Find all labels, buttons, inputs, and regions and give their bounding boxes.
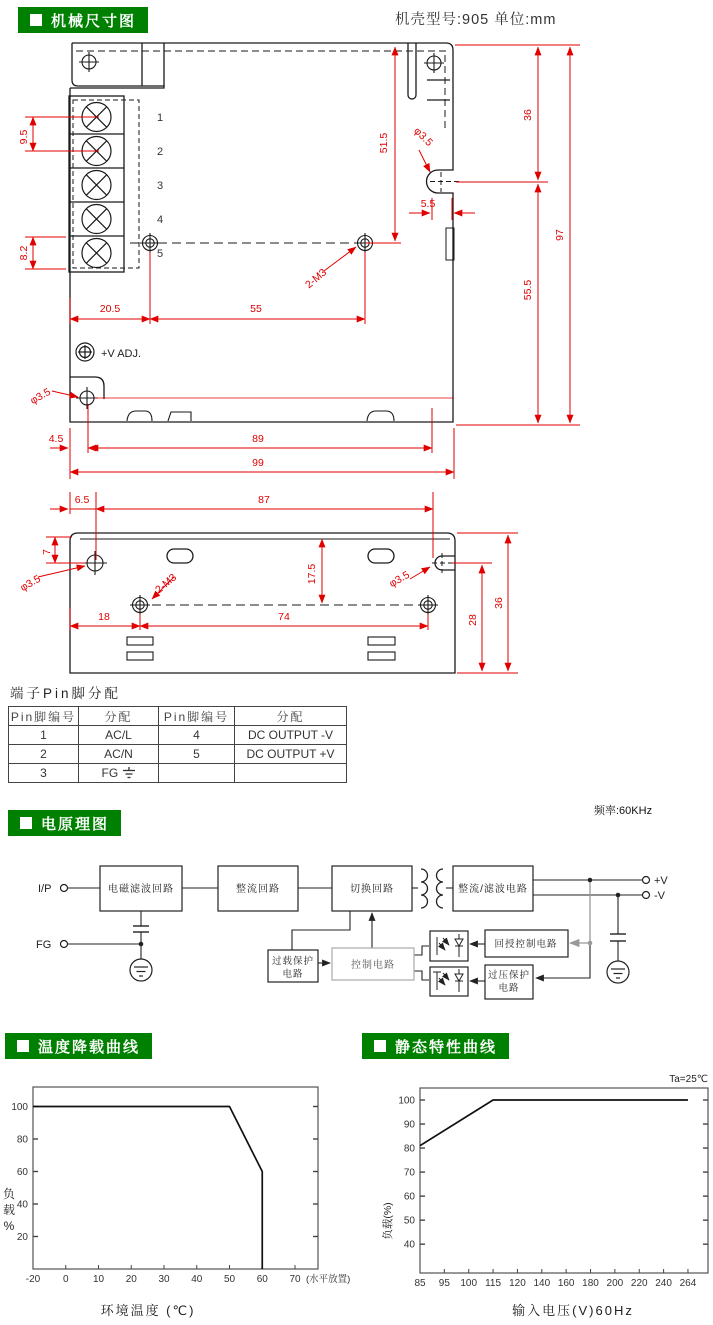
cell: 4 <box>159 726 235 745</box>
y-axis-title: % <box>3 1219 15 1233</box>
x-tick-label: 95 <box>438 1278 450 1289</box>
x-tick-label: 140 <box>533 1278 551 1289</box>
front-view-outline <box>70 43 454 422</box>
earth-ground-icon <box>130 959 152 981</box>
dim-label: 18 <box>98 611 110 623</box>
pin-assignment <box>8 682 347 783</box>
dim-label: 89 <box>252 433 264 445</box>
dim-label: 20.5 <box>99 303 121 315</box>
block-label: 切换回路 <box>350 884 394 895</box>
section-title: 温度降载曲线 <box>38 1038 141 1056</box>
bottom-view-outline <box>70 533 455 673</box>
schematic-gray-wires <box>570 880 590 943</box>
earth-ground-icon <box>607 961 629 983</box>
block-label: 电路 <box>498 983 520 994</box>
dim-label: φ3.5 <box>387 568 412 590</box>
vadj-label: +V ADJ. <box>101 348 142 360</box>
y-tick-label: 90 <box>403 1119 415 1131</box>
optocoupler-icon <box>437 934 463 957</box>
y-tick-label: 70 <box>403 1167 415 1179</box>
block-label: 电磁滤波回路 <box>108 884 174 895</box>
section-title: 电原理图 <box>41 815 110 833</box>
junction-dot <box>588 878 593 883</box>
dim-label: 8.2 <box>18 245 30 261</box>
junction-dot <box>139 942 144 947</box>
pin-number: 4 <box>157 214 164 226</box>
y-tick-label: 50 <box>403 1215 415 1227</box>
pin-number: 5 <box>157 248 164 260</box>
m3-screw-icon <box>130 595 150 615</box>
dim-label: 28 <box>467 614 479 626</box>
dim-label: 97 <box>554 229 566 241</box>
col-header: Pin脚编号 <box>9 707 79 726</box>
table-header-row <box>9 707 347 726</box>
block-label: 回授控制电路 <box>494 939 558 950</box>
y-tick-label: 100 <box>398 1095 415 1107</box>
dim-label: 55.5 <box>522 279 534 301</box>
section-header-derating <box>5 1033 152 1059</box>
cell: 1 <box>9 726 79 745</box>
x-tick-label: 60 <box>256 1274 268 1285</box>
vneg-terminal <box>643 892 650 899</box>
frequency-note: 频率:60KHz <box>594 805 653 817</box>
x-tick-label: 264 <box>679 1278 697 1289</box>
dim-label: 36 <box>493 597 505 609</box>
table-row <box>9 764 347 783</box>
block-label: 控制电路 <box>351 960 395 971</box>
block-label: 过载保护 <box>271 956 315 967</box>
capacitor-icon <box>133 926 149 932</box>
y-tick-label: 100 <box>11 1102 28 1113</box>
y-axis-title: 负 <box>2 1187 16 1201</box>
section-title: 机械尺寸图 <box>51 12 137 30</box>
dim-label: 2-M3 <box>303 266 330 291</box>
y-tick-label: 40 <box>16 1199 28 1211</box>
cell: 5 <box>159 745 235 764</box>
table-row <box>9 726 347 745</box>
cell <box>159 764 235 783</box>
y-tick-label: 60 <box>403 1191 415 1203</box>
bullet-square-icon <box>30 14 42 26</box>
section-header-mechanical <box>18 7 148 33</box>
x-tick-label: 160 <box>557 1278 575 1289</box>
dim-label: 51.5 <box>378 132 390 154</box>
x-tick-label: 85 <box>414 1278 426 1289</box>
chart-annotation: Ta=25℃ <box>669 1074 708 1085</box>
x-tick-label: 115 <box>485 1278 502 1289</box>
dim-label: φ3.5 <box>28 385 53 407</box>
axis-frame <box>420 1088 708 1273</box>
block-label: 整流回路 <box>236 884 280 895</box>
dim-label: 7 <box>41 549 53 555</box>
fg-text: FG <box>101 766 119 780</box>
transformer-icon <box>421 869 443 908</box>
terminal-screw-icons <box>82 103 111 268</box>
x-axis-title: 环境温度 (℃) <box>100 1303 196 1318</box>
section-header-schematic <box>8 810 121 836</box>
pin-table-title: 端子Pin脚分配 <box>10 686 122 701</box>
dim-label: 36 <box>522 109 534 121</box>
dim-label: 87 <box>258 494 270 506</box>
y-tick-label: 20 <box>16 1232 28 1243</box>
dim-label: 5.5 <box>420 198 436 210</box>
pin-number: 3 <box>157 180 164 192</box>
optocoupler-icon <box>433 969 463 992</box>
derating-chart <box>0 1060 360 1325</box>
block-label: 整流/滤波电路 <box>458 884 528 895</box>
pin-number: 2 <box>157 146 164 158</box>
earth-ground-icon <box>122 767 136 779</box>
capacitor-icon <box>610 934 626 941</box>
dim-label: 4.5 <box>48 433 64 445</box>
bullet-square-icon <box>374 1040 386 1052</box>
junction-dot <box>616 893 621 898</box>
x-tick-label: -20 <box>25 1274 41 1285</box>
cell <box>79 764 159 783</box>
y-tick-label: 80 <box>403 1143 415 1155</box>
x-tick-label: 40 <box>191 1274 203 1285</box>
dim-label: 99 <box>252 457 264 469</box>
block-label: 电路 <box>282 969 304 980</box>
pin-number: 1 <box>157 112 164 124</box>
y-axis-title: 负载(%) <box>382 1202 394 1240</box>
screw-icon <box>79 52 99 72</box>
cell <box>235 764 347 783</box>
dim-label: 74 <box>278 611 290 623</box>
block-label: 过压保护 <box>487 970 531 981</box>
input-terminal <box>61 885 68 892</box>
tab-hole-icon <box>430 172 460 192</box>
dim-label: 17.5 <box>306 563 318 585</box>
schematic-diagram <box>0 845 713 1020</box>
y-tick-label: 40 <box>403 1239 415 1251</box>
front-view-cover-dashed <box>76 51 446 128</box>
junction-dot <box>588 941 593 946</box>
dim-label: φ3.5 <box>411 125 435 149</box>
bullet-square-icon <box>17 1040 29 1052</box>
input-label: I/P <box>38 883 52 895</box>
cell: DC OUTPUT -V <box>235 726 347 745</box>
col-header: Pin脚编号 <box>159 707 235 726</box>
cell: AC/N <box>79 745 159 764</box>
x-axis-suffix: (水平放置) <box>306 1274 351 1285</box>
x-tick-label: 70 <box>289 1274 301 1285</box>
dimension-labels-front <box>18 109 566 469</box>
x-tick-label: 100 <box>460 1278 478 1289</box>
vpos-label: +V <box>654 875 668 887</box>
x-tick-label: 240 <box>655 1278 672 1289</box>
dim-label: 2-M3 <box>153 571 180 596</box>
dim-label: 9.5 <box>18 129 30 145</box>
axis-frame <box>33 1087 318 1269</box>
x-tick-label: 30 <box>158 1274 170 1285</box>
section-header-static <box>362 1033 509 1059</box>
x-tick-label: 10 <box>92 1274 105 1285</box>
cell: 3 <box>9 764 79 783</box>
case-model-info: 机壳型号:905 单位:mm <box>395 12 557 28</box>
pin-numbers <box>157 112 163 260</box>
cell: AC/L <box>79 726 159 745</box>
block-labels <box>108 882 558 994</box>
data-curve <box>33 1107 262 1270</box>
vneg-label: -V <box>654 890 665 902</box>
dim-label: 6.5 <box>74 494 90 506</box>
x-tick-label: 200 <box>606 1278 624 1289</box>
mount-hole-icon <box>83 551 107 575</box>
m3-screw-icon <box>418 595 438 615</box>
table-row <box>9 745 347 764</box>
cell: 2 <box>9 745 79 764</box>
x-tick-label: 120 <box>509 1278 526 1289</box>
y-tick-label: 80 <box>16 1134 28 1146</box>
x-axis-title: 输入电压(V)60Hz <box>512 1303 634 1318</box>
pin-table <box>8 706 347 783</box>
vadj-screw-icon <box>76 343 94 361</box>
bullet-square-icon <box>20 817 32 829</box>
vpos-terminal <box>643 877 650 884</box>
x-tick-label: 0 <box>62 1274 69 1285</box>
static-characteristic-chart <box>355 1060 713 1325</box>
dim-label: 55 <box>250 303 262 315</box>
x-tick-label: 50 <box>223 1274 236 1285</box>
fg-terminal <box>61 941 68 948</box>
x-tick-label: 20 <box>125 1274 137 1285</box>
section-title: 静态特性曲线 <box>395 1038 498 1056</box>
x-tick-label: 180 <box>582 1278 599 1289</box>
data-curve <box>420 1100 688 1146</box>
y-axis-title: 载 <box>2 1203 16 1217</box>
x-tick-label: 220 <box>630 1278 648 1289</box>
fg-label: FG <box>36 939 52 951</box>
mount-hole-icon <box>76 387 98 409</box>
cell: DC OUTPUT +V <box>235 745 347 764</box>
screw-icon <box>424 53 444 73</box>
y-tick-label: 60 <box>16 1167 28 1178</box>
col-header: 分配 <box>79 707 159 726</box>
col-header: 分配 <box>235 707 347 726</box>
dim-label: φ3.5 <box>18 572 43 594</box>
dimension-lines-bottom <box>38 492 518 673</box>
